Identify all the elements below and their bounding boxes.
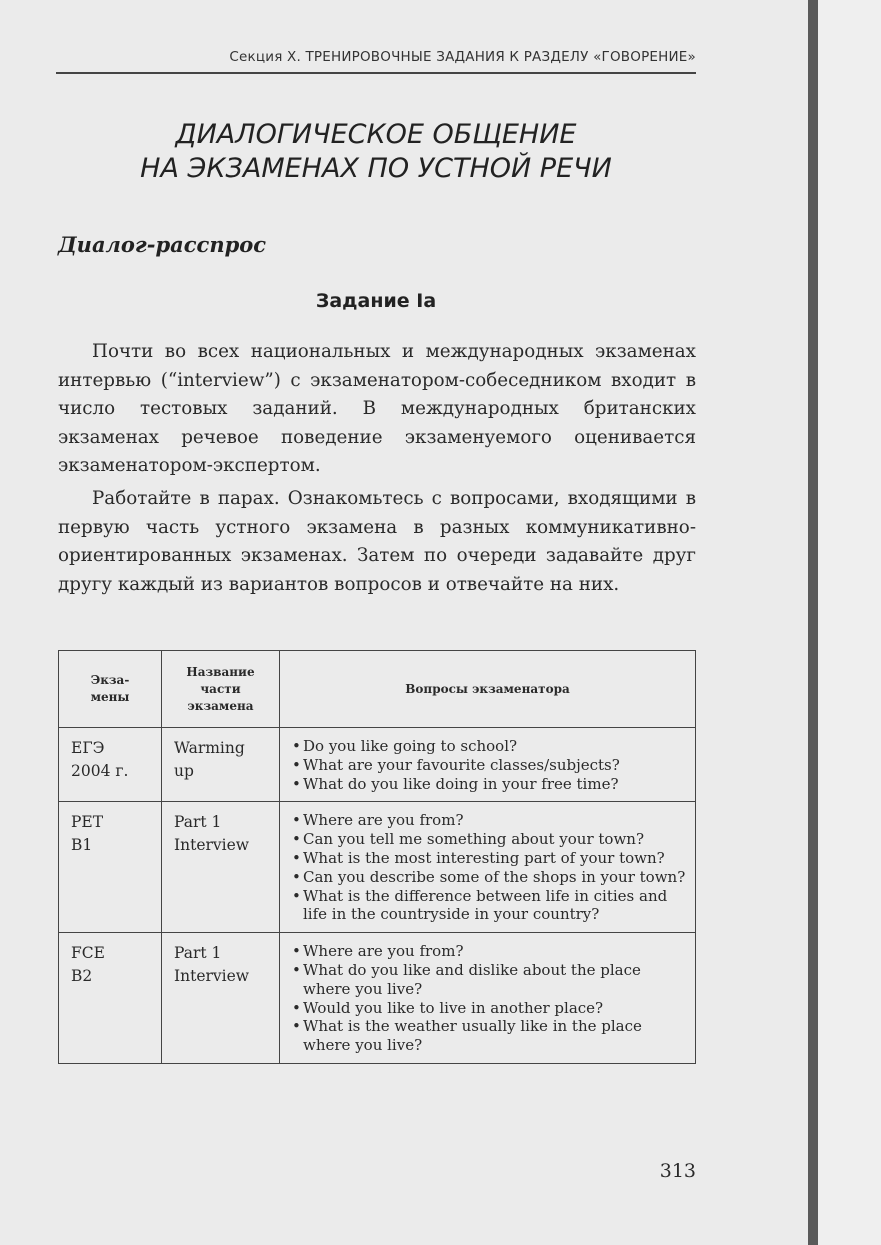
- questions-cell: [280, 728, 696, 802]
- exam-cell: FCE B2: [59, 933, 162, 1064]
- running-head: Секция X. ТРЕНИРОВОЧНЫЕ ЗАДАНИЯ К РАЗДЕЛУ «ГОВОРЕНИЕ»: [229, 49, 696, 65]
- part-cell: Part 1 Interview: [162, 802, 280, 933]
- header-rule: [56, 72, 696, 74]
- exam-cell: ЕГЭ 2004 г.: [59, 728, 162, 802]
- question-item: • Would you like to live in another place?: [292, 998, 604, 1017]
- page-edge-shadow: [808, 0, 818, 1245]
- question-item: • What is the difference between life in cities and life in the countryside in your country?: [292, 886, 668, 924]
- header-questions: Вопросы экзаменатора: [280, 651, 696, 728]
- question-item: • Can you tell me something about your town?: [292, 830, 645, 849]
- table-header-row: [59, 651, 696, 728]
- question-item: • Where are you from?: [292, 942, 464, 961]
- questions-cell: [280, 933, 696, 1064]
- questions-cell: [280, 802, 696, 933]
- exam-cell: PET B1: [59, 802, 162, 933]
- question-item: • What do you like and dislike about the place where you live?: [292, 960, 641, 998]
- header-part: Название части экзамена: [162, 651, 280, 728]
- part-cell: Warming up: [162, 728, 280, 802]
- question-item: • Can you describe some of the shops in your town?: [292, 867, 686, 886]
- question-item: • Where are you from?: [292, 811, 464, 830]
- paragraph-instructions: Работайте в парах. Ознакомьтесь с вопросами, входящими в первую часть устного экзамена в разных коммуникативно-ориентированных экзаменах. Затем по очереди задавайте друг другу каждый из вариантов вопросов и отвечайте на них.: [58, 488, 696, 595]
- question-item: • What are your favourite classes/subjects?: [292, 755, 620, 774]
- table-row: [59, 802, 696, 933]
- page-number: 313: [659, 1160, 696, 1182]
- table-row: [59, 933, 696, 1064]
- table-row: [59, 728, 696, 802]
- exam-questions-table: [58, 650, 696, 1064]
- header-exams: Экза- мены: [59, 651, 162, 728]
- page-title: [56, 118, 696, 186]
- paragraph-intro: Почти во всех национальных и международных экзаменах интервью (“interview”) с экзаменатором-собеседником входит в число тестовых заданий. В международных британских экзаменах речевое поведение экзаменуемого оценивается экзаменатором-экспертом.: [58, 341, 696, 477]
- page-title-line-2: НА ЭКЗАМЕНАХ ПО УСТНОЙ РЕЧИ: [140, 153, 612, 184]
- question-item: • Do you like going to school?: [292, 737, 518, 755]
- question-item: • What is the weather usually like in the place where you live?: [292, 1017, 642, 1055]
- task-title: Задание Ia: [315, 290, 437, 312]
- question-item: • What is the most interesting part of your town?: [292, 848, 665, 867]
- part-cell: Part 1 Interview: [162, 933, 280, 1064]
- question-item: • What do you like doing in your free time?: [292, 774, 619, 793]
- section-title: Диалог-расспрос: [58, 232, 267, 257]
- page-title-line-1: ДИАЛОГИЧЕСКОЕ ОБЩЕНИЕ: [175, 119, 577, 150]
- scan-margin: [818, 0, 881, 1245]
